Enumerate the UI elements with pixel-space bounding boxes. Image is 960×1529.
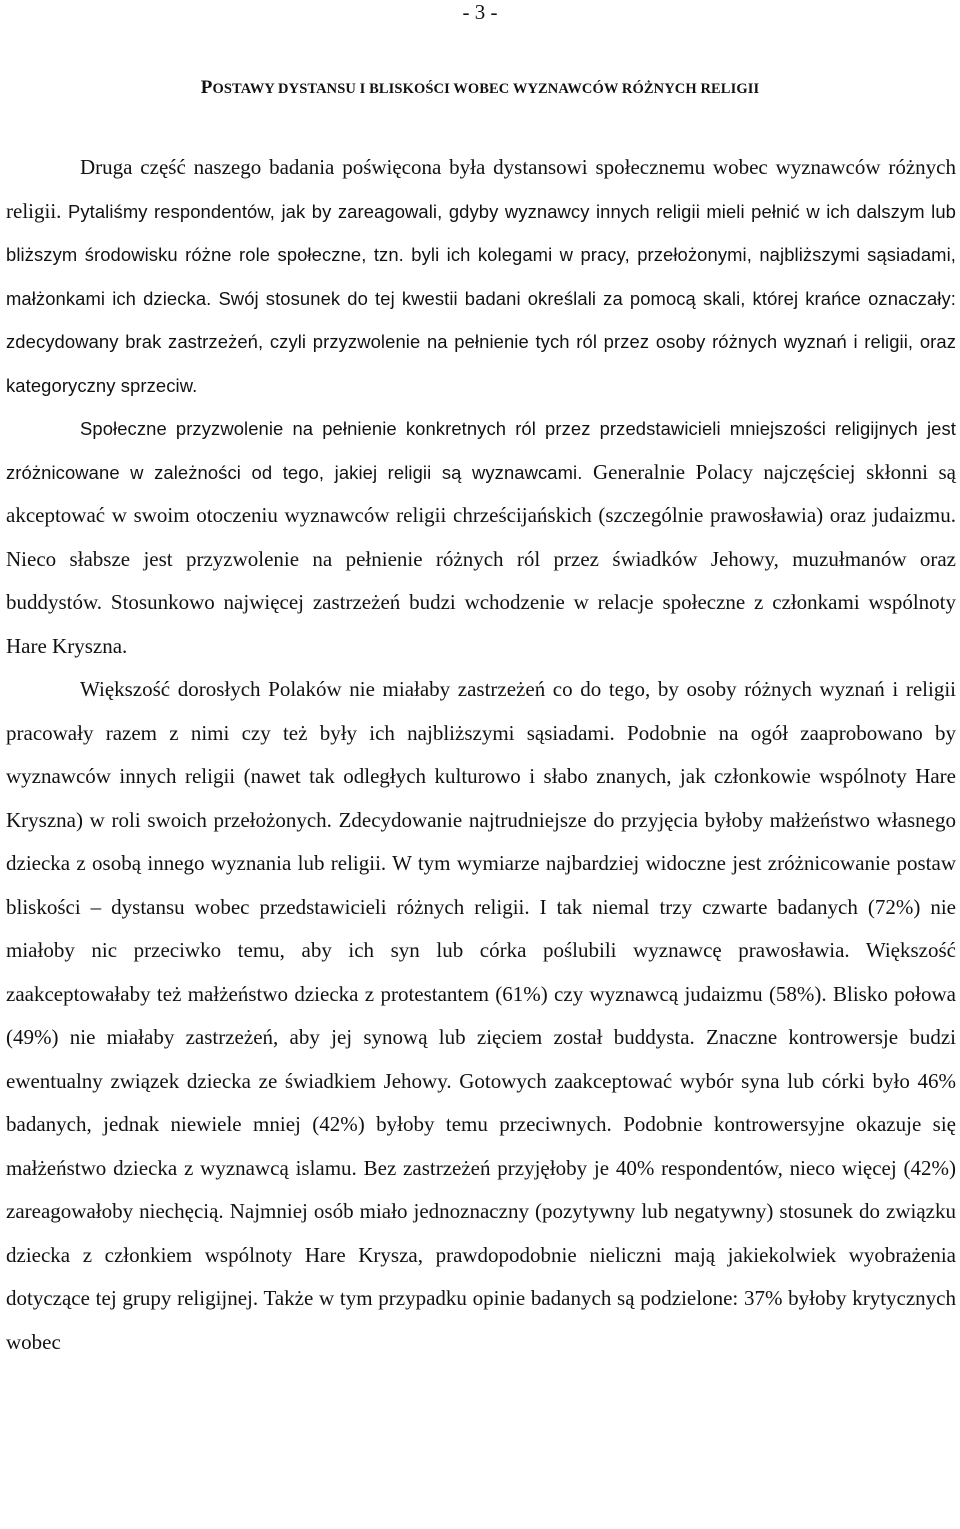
- title-rest: OSTAWY DYSTANSU I BLISKOŚCI WOBEC WYZNAWCÓW RÓŻNYCH RELIGII: [212, 81, 760, 97]
- paragraph-2-run-1: Społeczne przyzwolenie na pełnienie konkretnych ról przez przedstawicieli mniejszości religijnych jest zróżnicowane w zależności od tego, jakiej religii są wyznawcami.: [6, 418, 956, 483]
- page-number: - 3 -: [462, 0, 498, 24]
- title-initial: P: [200, 77, 213, 98]
- paragraph-1-run-2: Pytaliśmy respondentów, jak by zareagowali, gdyby wyznawcy innych religii mieli pełnić w ich dalszym lub bliższym środowisku różne role społeczne, tzn. byli ich kolegami w pracy, przełożonymi, najbliższymi sąsiadami, małżonkami ich dziecka. Swój stosunek do tej kwestii badani określali za pomocą skali, której krańce oznaczały: zdecydowany brak zastrzeżeń, czyli przyzwolenie na pełnienie tych ról przez osoby różnych wyznań i religii, oraz kategoryczny sprzeciw.: [6, 200, 956, 396]
- paragraph-3: [6, 668, 956, 1364]
- paragraph-2-run-2: Generalnie Polacy najczęściej skłonni są akceptować w swoim otoczeniu wyznawców religii chrześcijańskich (szczególnie prawosławia) oraz judaizmu. Nieco słabsze jest przyzwolenie na pełnienie różnych ról przez świadków Jehowy, muzułmanów oraz buddystów. Stosunkowo najwięcej zastrzeżeń budzi wchodzenie w relacje społeczne z członkami wspólnoty Hare Kryszna.: [6, 459, 956, 658]
- paragraph-1-run-1: Druga część naszego badania poświęcona była dystansowi społecznemu wobec wyznawców różnych religii.: [6, 155, 956, 223]
- section-title: [0, 77, 960, 99]
- paragraph-2: [6, 407, 956, 668]
- paragraph-3-run-1: Większość dorosłych Polaków nie miałaby zastrzeżeń co do tego, by osoby różnych wyznań i religii pracowały razem z nimi czy też były ich najbliższymi sąsiadami. Podobnie na ogół zaaprobowano by wyznawców innych religii (nawet tak odległych kulturowo i słabo znanych, jak członkowie wspólnoty Hare Kryszna) w roli swoich przełożonych. Zdecydowanie najtrudniejsze do przyjęcia byłoby małżeństwo własnego dziecka z osobą innego wyznania lub religii. W tym wymiarze najbardziej widoczne jest zróżnicowanie postaw bliskości – dystansu wobec przedstawicieli różnych religii. I tak niemal trzy czwarte badanych (72%) nie miałoby nic przeciwko temu, aby ich syn lub córka poślubili wyznawcę prawosławia. Większość zaakceptowałaby też małżeństwo dziecka z protestantem (61%) czy wyznawcą judaizmu (58%). Blisko połowa (49%) nie miałaby zastrzeżeń, aby jej synową lub zięciem został buddysta. Znaczne kontrowersje budzi ewentualny związek dziecka ze świadkiem Jehowy. Gotowych zaakceptować wybór syna lub córki było 46% badanych, jednak niewiele mniej (42%) byłoby temu przeciwnych. Podobnie kontrowersyjne okazuje się małżeństwo dziecka z wyznawcą islamu. Bez zastrzeżeń przyjęłoby je 40% respondentów, nieco więcej (42%) zareagowałoby niechęcią. Najmniej osób miało jednoznaczny (pozytywny lub negatywny) stosunek do związku dziecka z członkiem wspólnoty Hare Krysza, prawdopodobnie nieliczni mają jakiekolwiek wyobrażenia dotyczące tej grupy religijnej. Także w tym przypadku opinie badanych są podzielone: 37% byłoby krytycznych wobec: [6, 677, 956, 1354]
- paragraph-1: [6, 146, 956, 407]
- body-text: [6, 146, 956, 1364]
